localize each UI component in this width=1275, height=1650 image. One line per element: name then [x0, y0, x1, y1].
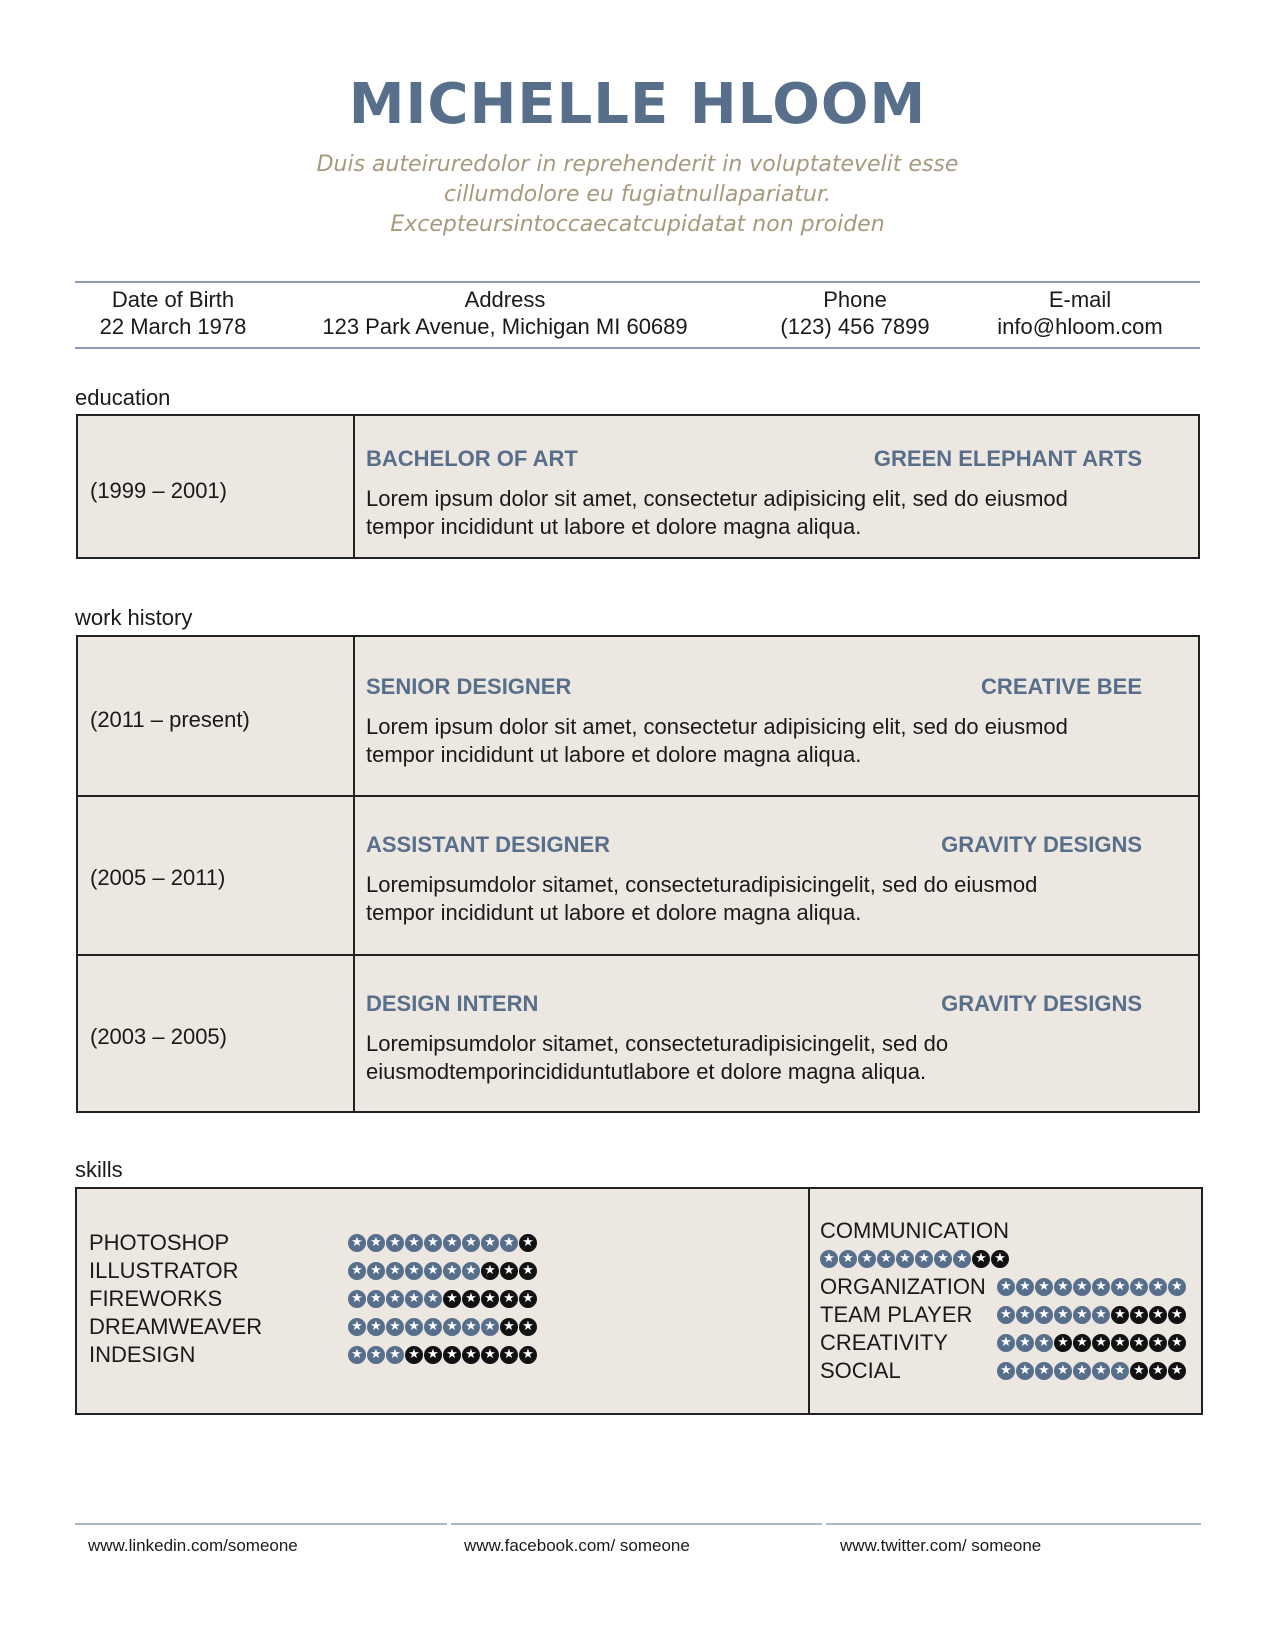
star-icon: ★: [877, 1250, 895, 1268]
star-icon: ★: [1016, 1278, 1034, 1296]
star-icon: ★: [896, 1250, 914, 1268]
entry-role: ASSISTANT DESIGNER: [366, 832, 611, 857]
work-history-table: [76, 635, 1200, 1113]
column-divider: [808, 1189, 810, 1413]
contact-phone: [755, 286, 955, 340]
star-icon: ★: [1149, 1306, 1167, 1324]
contact-dob: [75, 286, 271, 340]
star-icon: ★: [1168, 1362, 1186, 1380]
star-icon: ★: [1130, 1362, 1148, 1380]
skill-name: COMMUNICATION: [820, 1218, 1010, 1243]
column-divider: [353, 956, 355, 1111]
star-icon: ★: [1073, 1362, 1091, 1380]
skill-rating: [820, 1250, 1010, 1270]
contact-value: 123 Park Avenue, Michigan MI 60689: [322, 314, 688, 339]
star-icon: ★: [367, 1262, 385, 1280]
star-icon: ★: [367, 1290, 385, 1308]
skill-rating: [997, 1362, 1187, 1382]
star-icon: ★: [462, 1290, 480, 1308]
contact-label: Date of Birth: [111, 287, 235, 312]
linkedin-link[interactable]: www.linkedin.com/someone: [88, 1536, 298, 1555]
star-icon: ★: [348, 1318, 366, 1336]
star-icon: ★: [348, 1262, 366, 1280]
description-line: tempor incididunt ut labore et dolore magna aliqua.: [366, 900, 862, 925]
star-icon: ★: [443, 1318, 461, 1336]
star-icon: ★: [519, 1318, 537, 1336]
star-icon: ★: [1130, 1306, 1148, 1324]
description-line: Loremipsumdolor sitamet, consecteturadipisicingelit, sed do: [366, 1031, 949, 1056]
skill-rating: [997, 1334, 1187, 1354]
star-icon: ★: [839, 1250, 857, 1268]
contact-value: (123) 456 7899: [780, 314, 930, 339]
star-icon: ★: [1111, 1362, 1129, 1380]
work-entry: [78, 956, 1198, 1111]
star-icon: ★: [500, 1290, 518, 1308]
star-icon: ★: [348, 1290, 366, 1308]
star-icon: ★: [462, 1346, 480, 1364]
star-icon: ★: [519, 1234, 537, 1252]
star-icon: ★: [348, 1234, 366, 1252]
star-icon: ★: [820, 1250, 838, 1268]
star-icon: ★: [481, 1318, 499, 1336]
contact-value: info@hloom.com: [997, 314, 1163, 339]
star-icon: ★: [1054, 1306, 1072, 1324]
star-icon: ★: [500, 1234, 518, 1252]
column-divider: [353, 416, 355, 557]
skill-name: SOCIAL: [820, 1358, 901, 1383]
star-icon: ★: [1092, 1334, 1110, 1352]
contact-label: Address: [464, 287, 546, 312]
star-icon: ★: [1168, 1334, 1186, 1352]
star-icon: ★: [972, 1250, 990, 1268]
entry-dates: (2003 – 2005): [90, 1024, 227, 1049]
star-icon: ★: [462, 1318, 480, 1336]
footer-rule: [826, 1523, 1201, 1525]
star-icon: ★: [367, 1318, 385, 1336]
star-icon: ★: [1016, 1306, 1034, 1324]
entry-company: GRAVITY DESIGNS: [941, 991, 1142, 1016]
star-icon: ★: [443, 1234, 461, 1252]
entry-company: CREATIVE BEE: [981, 674, 1142, 699]
star-icon: ★: [934, 1250, 952, 1268]
twitter-link[interactable]: www.twitter.com/ someone: [840, 1536, 1042, 1555]
star-icon: ★: [481, 1346, 499, 1364]
star-icon: ★: [500, 1262, 518, 1280]
contact-address: [305, 286, 705, 340]
work-entry: [78, 637, 1198, 795]
star-icon: ★: [1073, 1306, 1091, 1324]
skill-rating: [348, 1290, 538, 1310]
star-icon: ★: [1035, 1334, 1053, 1352]
star-icon: ★: [386, 1234, 404, 1252]
column-divider: [353, 797, 355, 954]
star-icon: ★: [1073, 1334, 1091, 1352]
star-icon: ★: [1168, 1306, 1186, 1324]
star-icon: ★: [1035, 1306, 1053, 1324]
description-line: tempor incididunt ut labore et dolore magna aliqua.: [366, 742, 862, 767]
skill-rating: [348, 1346, 538, 1366]
star-icon: ★: [405, 1318, 423, 1336]
skill-rating: [348, 1234, 538, 1254]
star-icon: ★: [1149, 1362, 1167, 1380]
contact-info-bar: [75, 281, 1200, 349]
star-icon: ★: [1092, 1278, 1110, 1296]
star-icon: ★: [997, 1362, 1015, 1380]
entry-role: DESIGN INTERN: [366, 991, 539, 1016]
star-icon: ★: [1111, 1334, 1129, 1352]
entry-dates: (1999 – 2001): [90, 478, 227, 503]
star-icon: ★: [424, 1234, 442, 1252]
star-icon: ★: [405, 1346, 423, 1364]
description-line: tempor incididunt ut labore et dolore magna aliqua.: [366, 514, 862, 539]
star-icon: ★: [1054, 1334, 1072, 1352]
entry-description: [366, 485, 1166, 541]
work-entry: [78, 797, 1198, 954]
facebook-link[interactable]: www.facebook.com/ someone: [464, 1536, 690, 1555]
education-table: [76, 414, 1200, 559]
star-icon: ★: [1149, 1334, 1167, 1352]
star-icon: ★: [1035, 1362, 1053, 1380]
star-icon: ★: [462, 1262, 480, 1280]
entry-dates: (2011 – present): [90, 707, 250, 732]
star-icon: ★: [1130, 1278, 1148, 1296]
entry-description: [366, 713, 1166, 769]
contact-label: E-mail: [1048, 287, 1112, 312]
description-line: Lorem ipsum dolor sit amet, consectetur adipisicing elit, sed do eiusmod: [366, 714, 1068, 739]
star-icon: ★: [953, 1250, 971, 1268]
star-icon: ★: [1073, 1278, 1091, 1296]
skill-rating: [348, 1318, 538, 1338]
skill-name: DREAMWEAVER: [89, 1314, 263, 1339]
entry-school: GREEN ELEPHANT ARTS: [873, 446, 1142, 471]
skill-name: CREATIVITY: [820, 1330, 948, 1355]
star-icon: ★: [386, 1346, 404, 1364]
star-icon: ★: [858, 1250, 876, 1268]
entry-company: GRAVITY DESIGNS: [941, 832, 1142, 857]
star-icon: ★: [997, 1334, 1015, 1352]
star-icon: ★: [1149, 1278, 1167, 1296]
entry-degree: BACHELOR OF ART: [366, 446, 578, 471]
star-icon: ★: [405, 1234, 423, 1252]
section-title-education: education: [75, 385, 171, 410]
star-icon: ★: [348, 1346, 366, 1364]
star-icon: ★: [367, 1234, 385, 1252]
skill-name: ILLUSTRATOR: [89, 1258, 239, 1283]
footer-rule: [451, 1523, 822, 1525]
contact-email: [975, 286, 1185, 340]
star-icon: ★: [500, 1318, 518, 1336]
star-icon: ★: [1035, 1278, 1053, 1296]
star-icon: ★: [386, 1318, 404, 1336]
star-icon: ★: [443, 1290, 461, 1308]
star-icon: ★: [1054, 1278, 1072, 1296]
star-icon: ★: [1111, 1306, 1129, 1324]
star-icon: ★: [1092, 1306, 1110, 1324]
star-icon: ★: [997, 1278, 1015, 1296]
star-icon: ★: [443, 1262, 461, 1280]
star-icon: ★: [481, 1262, 499, 1280]
skill-name: TEAM PLAYER: [820, 1302, 973, 1327]
tagline-line: Excepteursintoccaecatcupidatat non proiden: [390, 212, 885, 237]
star-icon: ★: [405, 1262, 423, 1280]
star-icon: ★: [1016, 1362, 1034, 1380]
star-icon: ★: [1130, 1334, 1148, 1352]
star-icon: ★: [367, 1346, 385, 1364]
entry-description: [366, 1030, 1166, 1086]
tagline: [0, 150, 1275, 240]
entry-description: [366, 871, 1166, 927]
star-icon: ★: [481, 1290, 499, 1308]
star-icon: ★: [481, 1234, 499, 1252]
description-line: eiusmodtemporincididuntutlabore et dolore magna aliqua.: [366, 1059, 927, 1084]
skills-table: [75, 1187, 1203, 1415]
star-icon: ★: [1054, 1362, 1072, 1380]
star-icon: ★: [519, 1262, 537, 1280]
star-icon: ★: [405, 1290, 423, 1308]
star-icon: ★: [1092, 1362, 1110, 1380]
star-icon: ★: [1111, 1278, 1129, 1296]
skill-rating: [997, 1278, 1187, 1298]
skill-rating: [348, 1262, 538, 1282]
skill-rating: [997, 1306, 1187, 1326]
footer-rule: [75, 1523, 447, 1525]
tagline-line: cillumdolore eu fugiatnullapariatur.: [444, 182, 831, 207]
skill-name: PHOTOSHOP: [89, 1230, 230, 1255]
star-icon: ★: [386, 1290, 404, 1308]
star-icon: ★: [424, 1290, 442, 1308]
star-icon: ★: [424, 1346, 442, 1364]
description-line: Lorem ipsum dolor sit amet, consectetur adipisicing elit, sed do eiusmod: [366, 486, 1068, 511]
star-icon: ★: [519, 1346, 537, 1364]
column-divider: [353, 637, 355, 795]
section-title-skills: skills: [75, 1157, 123, 1182]
contact-label: Phone: [823, 287, 887, 312]
section-title-work: work history: [75, 605, 193, 630]
skill-name: ORGANIZATION: [820, 1274, 986, 1299]
entry-role: SENIOR DESIGNER: [366, 674, 572, 699]
description-line: Loremipsumdolor sitamet, consecteturadipisicingelit, sed do eiusmod: [366, 872, 1038, 897]
resume-name: MICHELLE HLOOM: [348, 72, 927, 137]
star-icon: ★: [1016, 1334, 1034, 1352]
skill-name: INDESIGN: [89, 1342, 196, 1367]
star-icon: ★: [443, 1346, 461, 1364]
star-icon: ★: [519, 1290, 537, 1308]
star-icon: ★: [462, 1234, 480, 1252]
tagline-line: Duis auteiruredolor in reprehenderit in voluptatevelit esse: [316, 152, 959, 177]
star-icon: ★: [997, 1306, 1015, 1324]
entry-dates: (2005 – 2011): [90, 865, 226, 890]
star-icon: ★: [915, 1250, 933, 1268]
star-icon: ★: [424, 1318, 442, 1336]
education-entry: [78, 416, 1198, 557]
contact-value: 22 March 1978: [99, 314, 247, 339]
star-icon: ★: [386, 1262, 404, 1280]
star-icon: ★: [424, 1262, 442, 1280]
star-icon: ★: [500, 1346, 518, 1364]
star-icon: ★: [1168, 1278, 1186, 1296]
skill-name: FIREWORKS: [89, 1286, 223, 1311]
star-icon: ★: [991, 1250, 1009, 1268]
